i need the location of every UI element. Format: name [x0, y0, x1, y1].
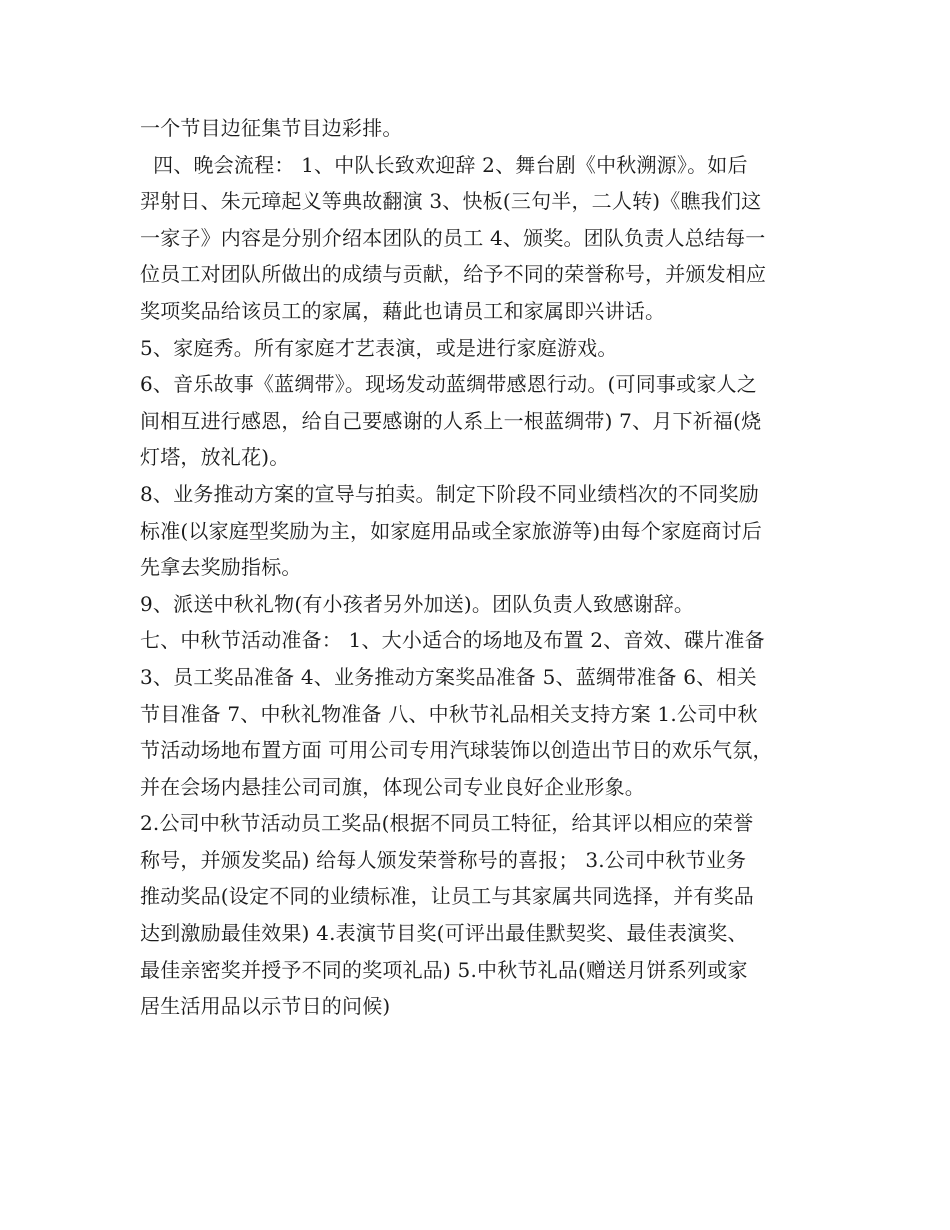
- text-line: 节目准备 7、中秋礼物准备 八、中秋节礼品相关支持方案 1.公司中秋: [140, 701, 758, 726]
- text-line: 9、派送中秋礼物(有小孩者另外加送)。团队负责人致感谢辞。: [140, 591, 695, 616]
- text-line: 最佳亲密奖并授予不同的奖项礼品) 5.中秋节礼品(赠送月饼系列或家: [140, 957, 748, 982]
- text-line: 羿射日、朱元璋起义等典故翻演 3、快板(三句半，二人转)《瞧我们这: [140, 189, 762, 214]
- text-line: 一家子》内容是分别介绍本团队的员工 4、颁奖。团队负责人总结每一: [140, 225, 766, 250]
- text-line: 节活动场地布置方面 可用公司专用汽球装饰以创造出节日的欢乐气氛，: [140, 738, 773, 763]
- text-line: 奖项奖品给该员工的家属，藉此也请员工和家属即兴讲话。: [140, 298, 666, 323]
- text-line: 一个节目边征集节目边彩排。: [140, 116, 403, 140]
- text-line: 并在会场内悬挂公司司旗，体现公司专业良好企业形象。: [140, 774, 645, 799]
- text-line: 位员工对团队所做出的成绩与贡献，给予不同的荣誉称号，并颁发相应: [140, 262, 767, 287]
- text-line: 称号，并颁发奖品) 给每人颁发荣誉称号的喜报； 3.公司中秋节业务: [140, 847, 747, 872]
- text-line: 七、中秋节活动准备： 1、大小适合的场地及布置 2、音效、碟片准备: [140, 628, 765, 653]
- document-body: [140, 110, 830, 1025]
- text-line: 3、员工奖品准备 4、业务推动方案奖品准备 5、蓝绸带准备 6、相关: [140, 664, 757, 689]
- text-line: 先拿去奖励指标。: [140, 555, 302, 580]
- text-line: 达到激励最佳效果) 4.表演节目奖(可评出最佳默契奖、最佳表演奖、: [140, 921, 748, 946]
- text-line: 标准(以家庭型奖励为主，如家庭用品或全家旅游等)由每个家庭商讨后: [140, 518, 763, 543]
- text-line: 推动奖品(设定不同的业绩标准，让员工与其家属共同选择，并有奖品: [140, 884, 755, 909]
- text-line: 5、家庭秀。所有家庭才艺表演，或是进行家庭游戏。: [140, 335, 618, 360]
- text-line: 6、音乐故事《蓝绸带》。现场发动蓝绸带感恩行动。(可同事或家人之: [140, 372, 757, 397]
- text-line: 8、业务推动方案的宣导与拍卖。制定下阶段不同业绩档次的不同奖励: [140, 481, 759, 506]
- text-line: 2.公司中秋节活动员工奖品(根据不同员工特征，给其评以相应的荣誉: [140, 811, 754, 836]
- text-line: 间相互进行感恩，给自己要感谢的人系上一根蓝绸带) 7、月下祈福(烧: [140, 408, 762, 433]
- text-line: 四、晚会流程： 1、中队长致欢迎辞 2、舞台剧《中秋溯源》。如后: [140, 152, 748, 177]
- text-line: 灯塔，放礼花)。: [140, 445, 290, 470]
- text-line: 居生活用品以示节日的问候): [140, 994, 391, 1019]
